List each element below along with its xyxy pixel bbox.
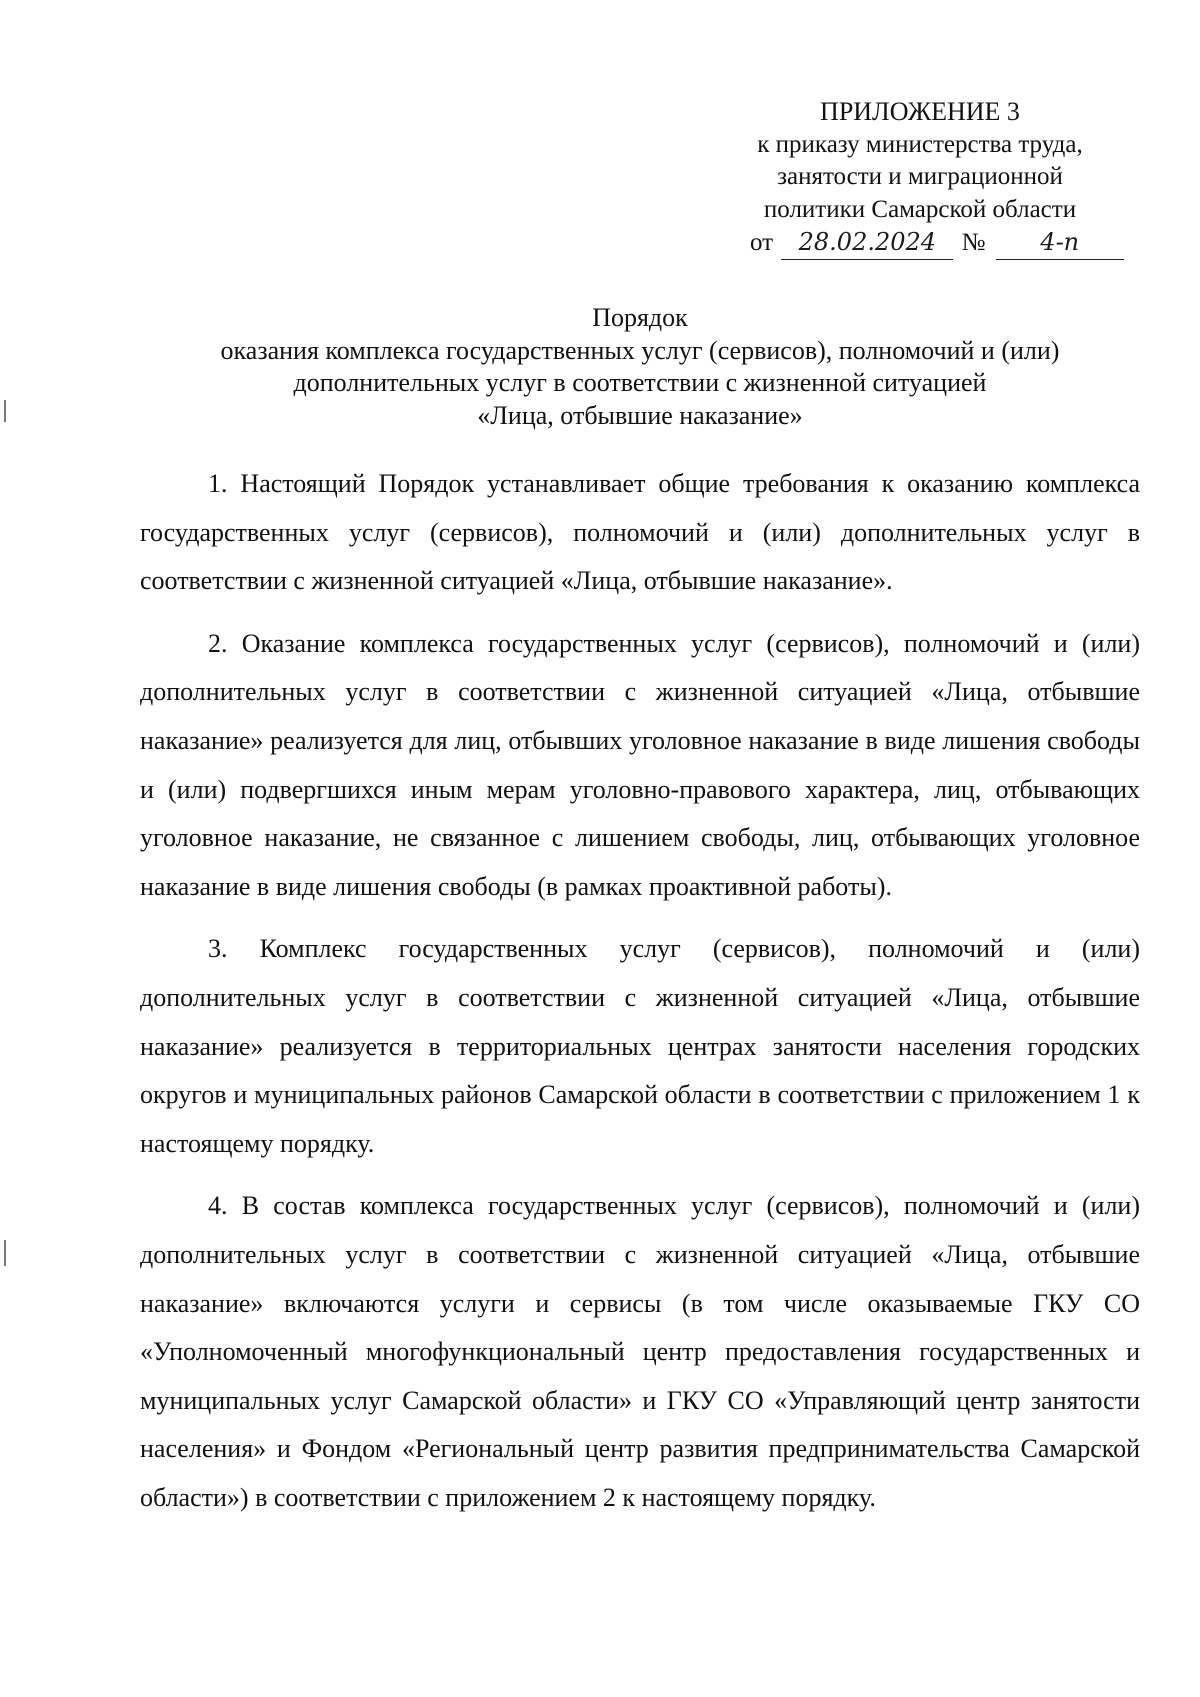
title-line-1: Порядок <box>592 303 688 332</box>
annex-line-3: политики Самарской области <box>763 195 1077 223</box>
document-title <box>120 302 1160 432</box>
title-line-2: оказания комплекса государственных услуг (сервисов), полномочий и (или) <box>220 335 1060 365</box>
title-line-4: «Лица, отбывшие наказание» <box>477 400 803 430</box>
annex-line-2: занятости и миграционной <box>777 163 1063 190</box>
number-sign: № <box>961 229 986 256</box>
annex-date-row <box>700 226 1140 262</box>
annex-line-1: к приказу министерства труда, <box>757 130 1083 158</box>
scan-edge-mark-bottom <box>4 1240 6 1266</box>
paragraph-3: 3. Комплекс государственных услуг (сервисов), полномочий и (или) дополнительных услуг в соответствии с жизненной ситуацией «Лица, отбывшие наказание» реализуется в территориальных центрах занятости населения городских округов и муниципальных районов Самарской области в соответствии с приложением 1 к настоящему порядку. <box>140 934 1140 1158</box>
paragraph-1: 1. Настоящий Порядок устанавливает общие требования к оказанию комплекса государственных услуг (сервисов), полномочий и (или) дополнительных услуг в соответствии с жизненной ситуацией «Лица, отбывшие наказание». <box>140 469 1140 596</box>
date-prefix: от <box>750 229 774 256</box>
scan-edge-mark-top <box>4 400 6 422</box>
handwritten-date: 28.02.2024 <box>781 226 953 260</box>
title-line-3: дополнительных услуг в соответствии с жизненной ситуацией <box>293 368 987 397</box>
annex-header <box>700 96 1140 262</box>
annex-title: ПРИЛОЖЕНИЕ 3 <box>820 97 1020 126</box>
handwritten-number: 4-п <box>996 226 1124 260</box>
paragraph-4: 4. В состав комплекса государственных услуг (сервисов), полномочий и (или) дополнительных услуг в соответствии с жизненной ситуацией «Лица, отбывшие наказание» включаются услуги и сервисы (в том числе оказываемые ГКУ СО «Уполномоченный многофункциональный центр предоставления государственных и муниципальных услуг Самарской области» и ГКУ СО «Управляющий центр занятости населения» и Фондом «Региональный центр развития предпринимательства Самарской области») в соответствии с приложением 2 к настоящему порядку. <box>140 1191 1140 1512</box>
document-body <box>140 460 1140 1536</box>
paragraph-2: 2. Оказание комплекса государственных услуг (сервисов), полномочий и (или) дополнительных услуг в соответствии с жизненной ситуацией «Лица, отбывшие наказание» реализуется для лиц, отбывших уголовное наказание в виде лишения свободы и (или) подвергшихся иным мерам уголовно-правового характера, лиц, отбывающих уголовное наказание, не связанное с лишением свободы, лиц, отбывающих уголовное наказание в виде лишения свободы (в рамках проактивной работы). <box>140 628 1140 901</box>
